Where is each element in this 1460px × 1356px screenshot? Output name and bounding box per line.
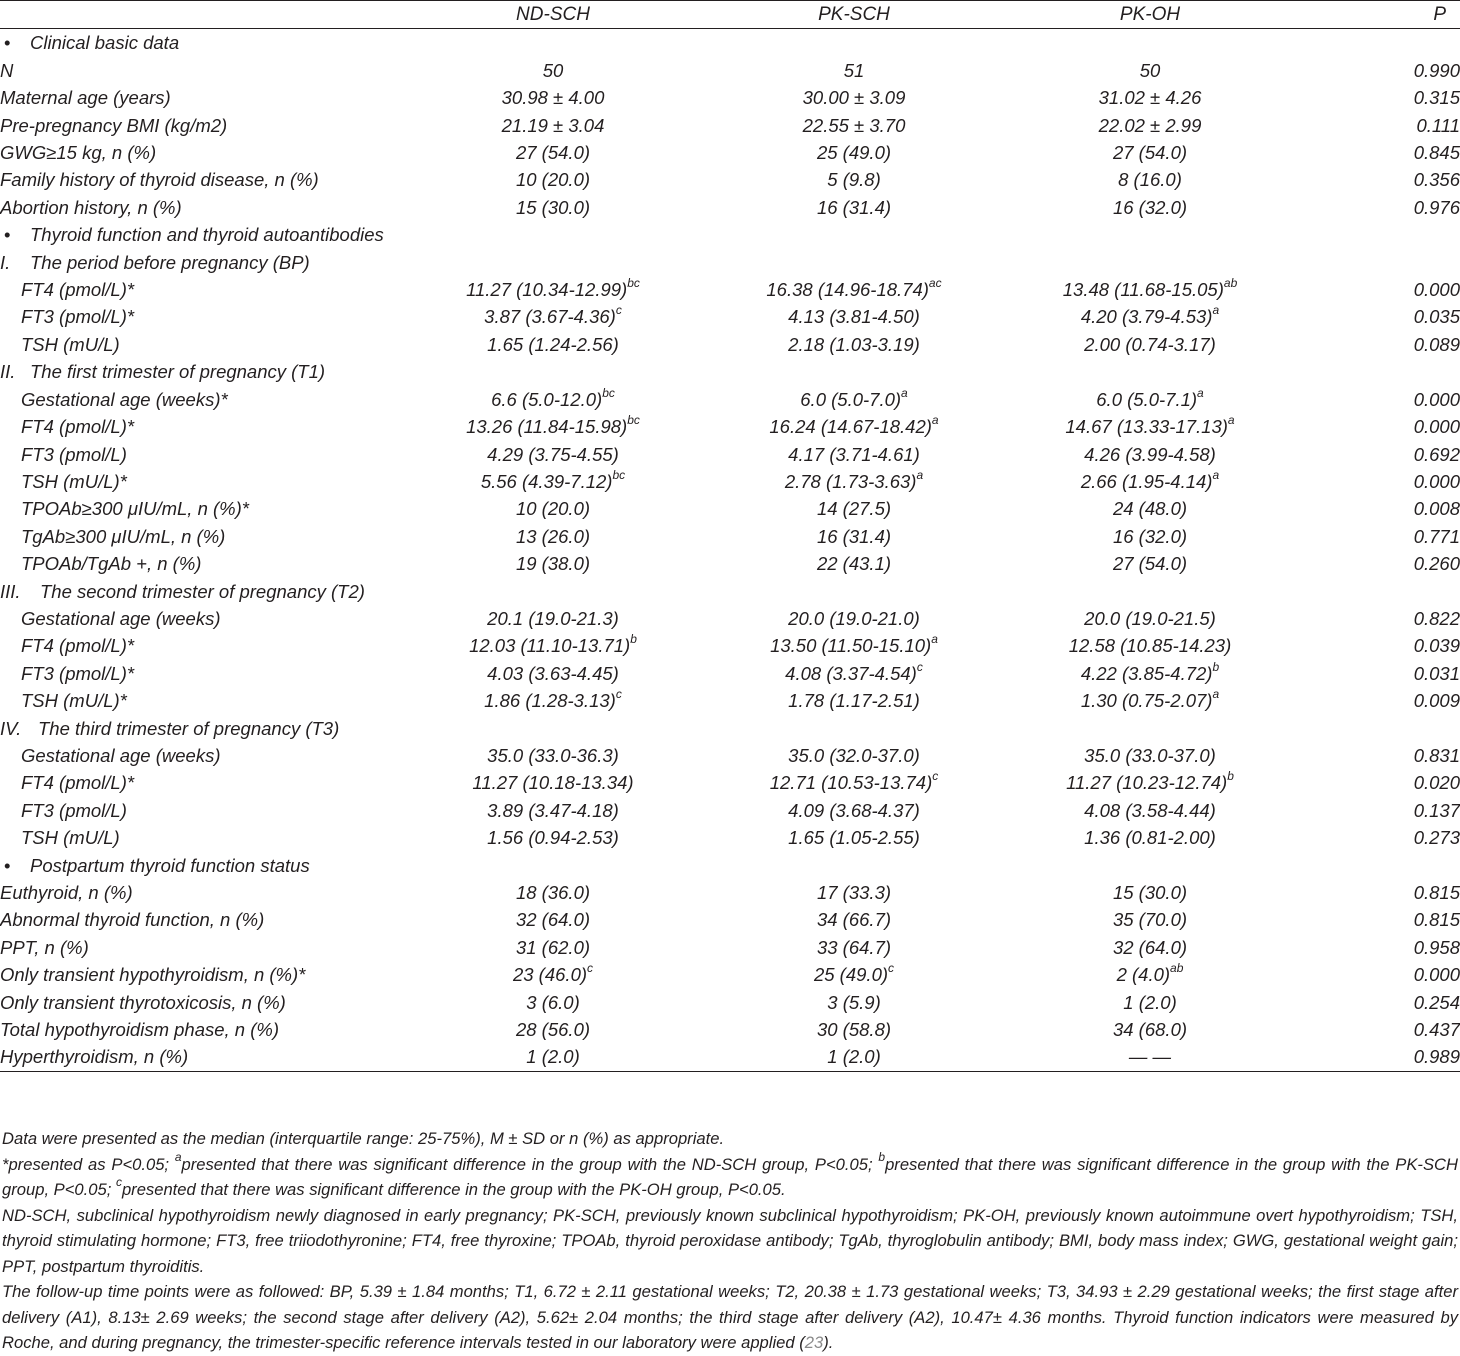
cell-p: 0.020 <box>1413 772 1460 794</box>
cell-nd-sch: 10 (20.0) <box>515 169 591 191</box>
cell-pk-oh: 8 (16.0) <box>1118 169 1182 191</box>
cell-pk-oh: 2 $(4.0)^{ab}$ <box>1116 961 1184 986</box>
cell-nd-sch: 20.1 (19.0-21.3) <box>487 607 619 629</box>
section-label: Postpartum thyroid function status <box>30 854 310 876</box>
cell-p: 0.000 <box>1413 388 1460 410</box>
cell-pk-oh: 2.00 (0.74-3.17) <box>1084 333 1216 355</box>
cell-pk-sch: 14 (27.5) <box>816 498 892 520</box>
section-label: Clinical basic data <box>30 32 180 54</box>
row-label: TPOAb/TgAb +, n (%) <box>21 553 202 575</box>
row-label: FT4 (pmol/L)* <box>21 772 135 794</box>
table-header <box>0 1 1460 29</box>
cell-pk-sch: 22 (43.1) <box>816 553 892 575</box>
cell-p: 0.273 <box>1413 827 1460 849</box>
table-row <box>0 495 1460 522</box>
cell-pk-oh: 16 (32.0) <box>1112 196 1188 218</box>
row-label: GWG≥15 kg, n (%) <box>0 142 157 164</box>
cell-p: 0.831 <box>1413 744 1460 766</box>
cell-pk-sch: 5 (9.8) <box>827 169 881 191</box>
cell-pk-oh: 15 (30.0) <box>1112 882 1188 903</box>
row-label: FT3 (pmol/L)* <box>21 662 135 684</box>
cell-pk-oh: 6.0 $(5.0-7.1)^a$ <box>1096 385 1204 410</box>
cell-nd-sch: 27 (54.0) <box>515 142 591 164</box>
cell-nd-sch: 15 (30.0) <box>515 196 591 218</box>
table-row <box>0 824 1460 851</box>
table-row <box>0 194 1460 221</box>
cell-pk-sch: 2.78 $(1.73-3.63)^a$ <box>784 467 924 492</box>
cell-pk-oh: 1.36 (0.81-2.00) <box>1084 827 1216 849</box>
subsection-row <box>0 358 1460 385</box>
table-row <box>0 1043 1460 1071</box>
cell-pk-sch: 22.55 ± 3.70 <box>802 114 906 136</box>
row-label: Gestational age (weeks) <box>21 607 221 629</box>
row-label: Gestational age (weeks)* <box>21 388 228 410</box>
cell-pk-oh: 14.67 $(13.33-17.13)^a$ <box>1065 412 1235 438</box>
header-blank <box>0 1 400 29</box>
table-row <box>0 386 1460 413</box>
subsection-label: The second trimester of pregnancy (T2) <box>40 580 365 602</box>
cell-p: 0.031 <box>1413 662 1460 684</box>
cell-pk-sch: 25 (49.0) <box>816 142 892 164</box>
cell-pk-sch: 16 (31.4) <box>816 525 892 547</box>
header-p: P <box>1298 1 1460 29</box>
row-label: Hyperthyroidism, n (%) <box>0 1043 400 1071</box>
subsection-row <box>0 249 1460 276</box>
table-row <box>0 961 1460 988</box>
header-nd-sch: ND-SCH <box>400 1 706 29</box>
row-label: Total hypothyroidism phase, n (%) <box>0 1019 280 1041</box>
cell-pk-oh: 50 <box>1139 59 1161 81</box>
cell-pk-sch: 16.24 $(14.67-18.42)^a$ <box>769 412 939 438</box>
subsection-number: IV. <box>0 717 22 739</box>
cell-pk-oh: 27 (54.0) <box>1112 553 1188 575</box>
cell-p: 0.000 <box>1413 279 1460 301</box>
cell-p: 0.035 <box>1413 306 1460 328</box>
cell-nd-sch: 3 (6.0) <box>526 991 580 1013</box>
cell-nd-sch: 3.89 (3.47-4.18) <box>487 799 619 821</box>
cell-pk-oh: 11.27 $(10.23-12.74)^b$ <box>1066 769 1234 794</box>
cell-pk-oh: 4.22 $(3.85-4.72)^b$ <box>1080 659 1220 684</box>
cell-nd-sch: 1.65 (1.24-2.56) <box>487 333 619 355</box>
cell-p: 0.254 <box>1413 991 1460 1013</box>
table-row <box>0 934 1460 961</box>
table-row <box>0 605 1460 632</box>
row-label: Gestational age (weeks) <box>21 744 221 766</box>
table-row <box>0 441 1460 468</box>
cell-pk-sch: 3 (5.9) <box>827 991 881 1013</box>
cell-pk-sch: 30.00 ± 3.09 <box>802 87 906 109</box>
subsection-number: III. <box>0 580 21 602</box>
row-label: FT4 (pmol/L)* <box>21 279 135 301</box>
cell-p: 0.039 <box>1413 635 1460 657</box>
cell-pk-sch: 4.08 $(3.37-4.54)^c$ <box>785 659 923 684</box>
cell-p: 0.692 <box>1413 443 1460 465</box>
section-row <box>0 221 1460 248</box>
cell-pk-oh: 2.66 $(1.95-4.14)^a$ <box>1080 467 1220 492</box>
cell-pk-oh: 1.30 $(0.75-2.07)^a$ <box>1080 687 1220 712</box>
cell-nd-sch: 30.98 ± 4.00 <box>501 87 605 109</box>
cell-pk-oh: 22.02 ± 2.99 <box>1098 114 1202 136</box>
footnote-follow-up: The follow-up time points were as followed: BP, 5.39 ± 1.84 months; T1, 6.72 ± 2.11 gestational weeks; T2, 20.38 ± 1.73 gestational weeks; T3, 34.93 ± 2.29 gestational weeks; the first stage after delivery (A1), 8.13± 2.69 weeks; the second stage after delivery (A2), 5.62± 2.04 months; the third stage after delivery (A2), 10.47± 4.36 months. Thyroid function indicators were measured by Roche, and during pregnancy, the trimester-specific reference intervals tested in our laboratory were applied (23). <box>2 1282 1458 1352</box>
cell-pk-sch: 4.17 (3.71-4.61) <box>788 443 920 465</box>
cell-nd-sch: 3.87 $(3.67-4.36)^c$ <box>484 303 622 328</box>
cell-nd-sch: 1 (2.0) <box>400 1043 706 1071</box>
table-row <box>0 906 1460 933</box>
cell-pk-oh: 4.08 (3.58-4.44) <box>1084 799 1216 821</box>
cell-pk-sch: 2.18 (1.03-3.19) <box>788 333 920 355</box>
table-row <box>0 550 1460 577</box>
row-label: FT4 (pmol/L)* <box>21 416 135 438</box>
cell-pk-sch: 33 (64.7) <box>816 936 892 958</box>
cell-nd-sch: 23 $(46.0)^c$ <box>512 961 594 986</box>
cell-pk-sch: 34 (66.7) <box>816 909 892 931</box>
row-label: PPT, n (%) <box>0 936 89 958</box>
cell-p: 0.437 <box>1413 1019 1460 1041</box>
row-label: Pre-pregnancy BMI (kg/m2) <box>0 114 228 136</box>
cell-pk-sch: 1.65 (1.05-2.55) <box>788 827 920 849</box>
cell-pk-oh: 32 (64.0) <box>1112 936 1188 958</box>
subsection-number: II. <box>0 361 16 383</box>
cell-pk-oh: 1 (2.0) <box>1123 991 1177 1013</box>
row-label: Abnormal thyroid function, n (%) <box>0 909 265 931</box>
table-row <box>0 413 1460 440</box>
table-row <box>0 57 1460 84</box>
cell-pk-sch: 1.78 (1.17-2.51) <box>788 690 920 712</box>
table-row <box>0 660 1460 687</box>
cell-p: 0.771 <box>1413 525 1460 547</box>
row-label: TSH (mU/L) <box>21 333 120 355</box>
cell-nd-sch: 1.86 $(1.28-3.13)^c$ <box>484 687 622 712</box>
cell-pk-oh: 35.0 (33.0-37.0) <box>1084 744 1216 766</box>
row-label: FT3 (pmol/L)* <box>21 306 135 328</box>
cell-nd-sch: 31 (62.0) <box>515 936 591 958</box>
cell-nd-sch: 11.27 (10.18-13.34) <box>472 772 634 794</box>
row-label: TSH (mU/L) <box>21 827 120 849</box>
cell-pk-sch: 51 <box>843 59 865 81</box>
cell-pk-sch: 4.09 (3.68-4.37) <box>788 799 920 821</box>
table-row <box>0 276 1460 303</box>
table-row <box>0 303 1460 330</box>
cell-nd-sch: 50 <box>542 59 564 81</box>
row-label: TSH (mU/L)* <box>21 690 127 712</box>
cell-nd-sch: 4.03 (3.63-4.45) <box>487 662 619 684</box>
row-label: N <box>0 59 14 81</box>
subsection-label: The period before pregnancy (BP) <box>30 251 310 273</box>
table-footnotes <box>2 1126 1458 1356</box>
cell-nd-sch: 21.19 ± 3.04 <box>501 114 605 136</box>
cell-pk-sch: 4.13 (3.81-4.50) <box>788 306 920 328</box>
table-row <box>0 112 1460 139</box>
cell-pk-sch: 16.38 $(14.96-18.74)^{ac}$ <box>766 275 942 301</box>
subsection-label: The first trimester of pregnancy (T1) <box>30 361 326 383</box>
cell-nd-sch: 28 (56.0) <box>515 1019 591 1041</box>
table-row <box>0 468 1460 495</box>
cell-nd-sch: 10 (20.0) <box>515 498 591 520</box>
section-row <box>0 29 1460 57</box>
cell-pk-sch: 1 (2.0) <box>706 1043 1002 1071</box>
section-label: Thyroid function and thyroid autoantibodies <box>30 224 384 246</box>
cell-p: 0.000 <box>1413 470 1460 492</box>
cell-pk-oh: 34 (68.0) <box>1112 1019 1188 1041</box>
bullet-icon: • <box>4 224 11 246</box>
cell-pk-sch: 12.71 $(10.53-13.74)^c$ <box>769 769 939 794</box>
cell-p: 0.990 <box>1413 59 1460 81</box>
cell-pk-oh: 35 (70.0) <box>1112 909 1188 931</box>
cell-pk-sch: 6.0 $(5.0-7.0)^a$ <box>800 385 908 410</box>
cell-p: 0.815 <box>1413 882 1460 903</box>
row-label: Only transient hypothyroidism, n (%)* <box>0 964 306 986</box>
row-label: TgAb≥300 μIU/mL, n (%) <box>21 525 226 547</box>
cell-pk-oh: 4.20 $(3.79-4.53)^a$ <box>1080 303 1220 328</box>
cell-p: 0.137 <box>1413 799 1460 821</box>
cell-p: 0.815 <box>1413 909 1460 931</box>
cell-nd-sch: 13 (26.0) <box>515 525 591 547</box>
cell-pk-oh: 4.26 (3.99-4.58) <box>1084 443 1216 465</box>
cell-p: 0.000 <box>1413 964 1460 986</box>
bullet-icon: • <box>4 854 11 876</box>
cell-pk-oh: 31.02 ± 4.26 <box>1098 87 1202 109</box>
cell-pk-sch: 16 (31.4) <box>816 196 892 218</box>
cell-p: 0.260 <box>1413 553 1460 575</box>
cell-pk-sch: 17 (33.3) <box>816 882 892 903</box>
table-row <box>0 797 1460 824</box>
cell-pk-sch: 20.0 (19.0-21.0) <box>788 607 920 629</box>
cell-nd-sch: 12.03 $(11.10-13.71)^b$ <box>469 632 637 657</box>
cell-p: 0.845 <box>1413 142 1460 164</box>
table-row <box>0 84 1460 111</box>
table-row <box>0 331 1460 358</box>
cell-pk-oh: 16 (32.0) <box>1112 525 1188 547</box>
cell-nd-sch: 18 (36.0) <box>515 882 591 903</box>
subsection-number: I. <box>0 251 11 273</box>
table-row <box>0 166 1460 193</box>
row-label: FT4 (pmol/L)* <box>21 635 135 657</box>
row-label: Family history of thyroid disease, n (%) <box>0 169 319 191</box>
cell-p: 0.009 <box>1413 690 1460 712</box>
row-label: Euthyroid, n (%) <box>0 882 133 903</box>
cell-p: 0.089 <box>1413 333 1460 355</box>
cell-pk-oh: — — <box>1002 1043 1298 1071</box>
cell-p: 0.000 <box>1413 416 1460 438</box>
cell-pk-sch: 13.50 $(11.50-15.10)^a$ <box>770 632 938 657</box>
table-row <box>0 523 1460 550</box>
table-row <box>0 742 1460 769</box>
header-pk-sch: PK-SCH <box>706 1 1002 29</box>
cell-p: 0.356 <box>1413 169 1460 191</box>
cell-p: 0.111 <box>1416 114 1460 136</box>
cell-p: 0.976 <box>1413 196 1460 218</box>
cell-nd-sch: 13.26 $(11.84-15.98)^{bc}$ <box>466 412 640 438</box>
table-row <box>0 769 1460 796</box>
cell-p: 0.008 <box>1413 498 1460 520</box>
cell-nd-sch: 6.6 $(5.0-12.0)^{bc}$ <box>491 385 615 410</box>
table-row <box>0 879 1460 906</box>
row-label: FT3 (pmol/L) <box>21 799 127 821</box>
subsection-label: The third trimester of pregnancy (T3) <box>38 717 340 739</box>
cell-p: 0.315 <box>1413 87 1460 109</box>
cell-pk-sch: 25 $(49.0)^c$ <box>813 961 895 986</box>
cell-nd-sch: 4.29 (3.75-4.55) <box>487 443 619 465</box>
footnote-abbreviations: ND-SCH, subclinical hypothyroidism newly diagnosed in early pregnancy; PK-SCH, previously known subclinical hypothyroidism; PK-OH, previously known autoimmune overt hypothyroidism; TSH, thyroid stimulating hormone; FT3, free triiodothyronine; FT4, free thyroxine; TPOAb, thyroid peroxidase antibody; TgAb, thyroglobulin antibody; BMI, body mass index; GWG, gestational weight gain; PPT, postpartum thyroiditis. <box>2 1205 1458 1276</box>
reference-link[interactable]: 23 <box>804 1333 824 1352</box>
cell-nd-sch: 11.27 $(10.34-12.99)^{bc}$ <box>466 275 640 301</box>
row-label: TPOAb≥300 μIU/mL, n (%)* <box>21 498 249 520</box>
table-row <box>0 687 1460 714</box>
row-label: FT3 (pmol/L) <box>21 443 127 465</box>
cell-nd-sch: 5.56 $(4.39-7.12)^{bc}$ <box>480 467 626 492</box>
cell-nd-sch: 32 (64.0) <box>515 909 591 931</box>
cell-pk-oh: 24 (48.0) <box>1112 498 1188 520</box>
cell-nd-sch: 35.0 (33.0-36.3) <box>487 744 619 766</box>
cell-pk-oh: 12.58 (10.85-14.23) <box>1068 635 1232 657</box>
cell-nd-sch: 19 (38.0) <box>515 553 591 575</box>
table-row <box>0 989 1460 1016</box>
cell-pk-oh: 13.48 $(11.68-15.05)^{ab}$ <box>1062 275 1238 301</box>
cell-pk-oh: 20.0 (19.0-21.5) <box>1084 607 1216 629</box>
subsection-row <box>0 578 1460 605</box>
section-row <box>0 852 1460 879</box>
footnote-data-presentation: Data were presented as the median (interquartile range: 25-75%), M ± SD or n (%) as appropriate. <box>2 1129 725 1148</box>
cell-nd-sch: 1.56 (0.94-2.53) <box>487 827 619 849</box>
row-label: Only transient thyrotoxicosis, n (%) <box>0 991 286 1013</box>
header-pk-oh: PK-OH <box>1002 1 1298 29</box>
cell-p: 0.958 <box>1413 936 1460 958</box>
subsection-row <box>0 715 1460 742</box>
footnote-significance: *presented as P<0.05; $^a$presented that there was significant difference in the group with the ND-SCH group, P<0.05; $^b$presented that there was significant difference in the group with the PK-SCH group, P<0.05; $^c$presented that there was significant difference in the group with the PK-OH group, P<0.05. <box>2 1149 1458 1199</box>
row-label: TSH (mU/L)* <box>21 470 127 492</box>
table-row <box>0 632 1460 659</box>
cell-pk-oh: 27 (54.0) <box>1112 142 1188 164</box>
cell-pk-sch: 35.0 (32.0-37.0) <box>788 744 920 766</box>
row-label: Abortion history, n (%) <box>0 196 182 218</box>
cell-p: 0.822 <box>1413 607 1460 629</box>
cell-pk-sch: 30 (58.8) <box>816 1019 892 1041</box>
row-label: Maternal age (years) <box>0 87 171 109</box>
cell-p: 0.989 <box>1298 1043 1460 1071</box>
bullet-icon: • <box>4 32 11 54</box>
table-row <box>0 1016 1460 1043</box>
table-row <box>0 139 1460 166</box>
